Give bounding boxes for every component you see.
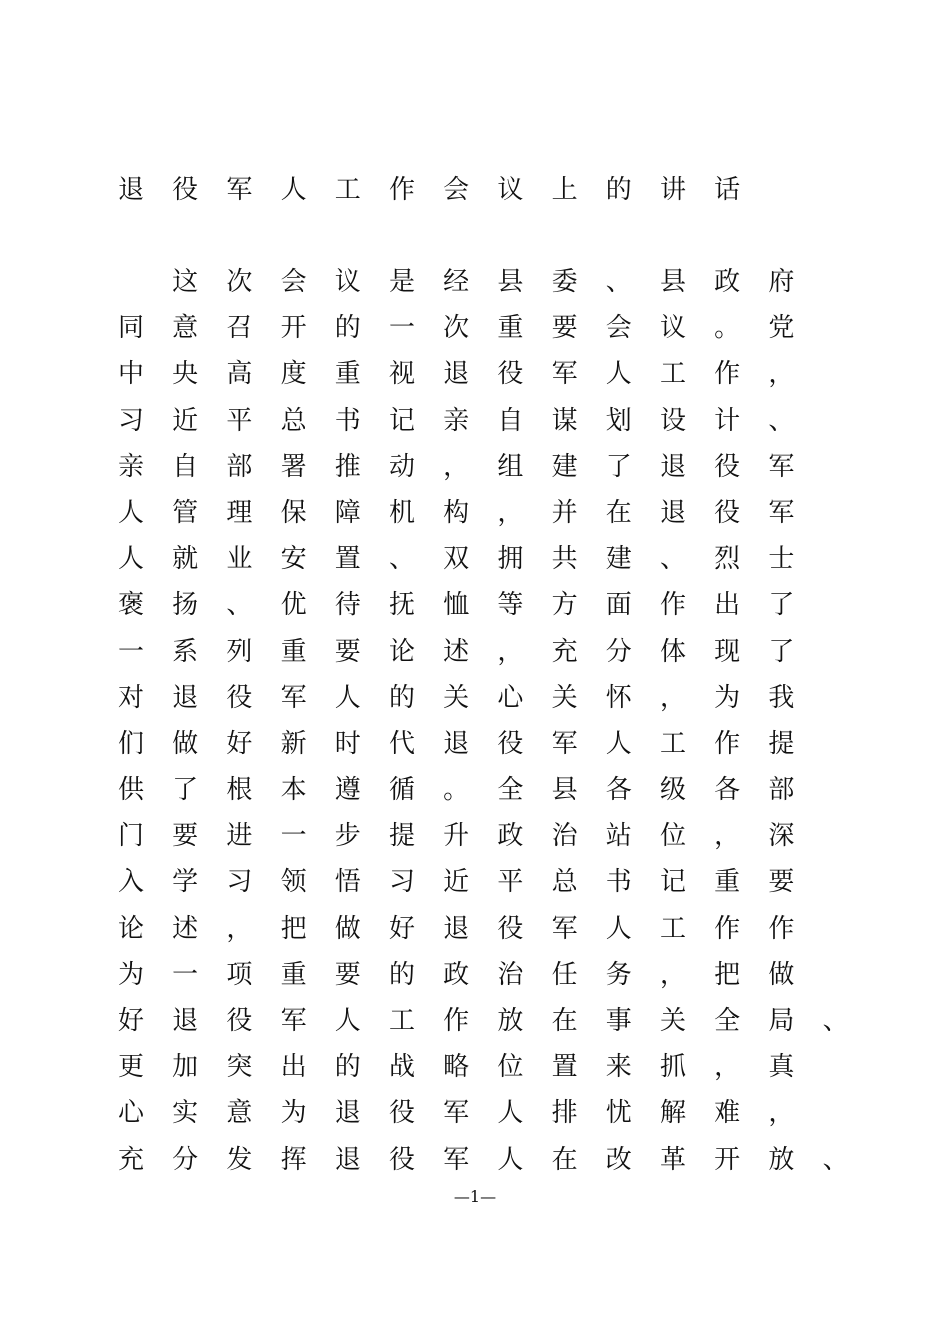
document-page: 退 役 军 人 工 作 会 议 上 的 讲 话 这 次 会 议 是 经 县 委 、 县 政 府 同 意 召 开 的 一 次 重 要 会 议 。 党 中 央 高 度 重 视 退 役 军 人 工 作 ， 习 近 平 总 书 记 亲 自 谋 划 设 计 、 亲 自 部 署 推 动 ， 组 建 了 退 役 军 人 管 理 保 障 机 构 ， 并 在 退 役 军 人 就 业 安 置 、 双 拥 共 建 、 烈 士 褒 扬 、 优 待 抚 恤 等 方 面 作 出 了 一 系 列 重 要 论 述 ， 充 分 体 现 了 对 退 役 军 人 的 关 心 关 怀 ， 为 我 们 做 好 新 时 代 退 役 军 人 工 作 提 供 了 根 本 遵 循 。 全 县 各 级 各 部 门 要 进 一 步 提 升 政 治 站 位 ， 深 入 学 习 领 悟 习 近 平 总 书 记 重 要 论 述 ， 把 做 好 退 役 军 人 工 作 作 为 一 项 重 要 的 政 治 任 务 ， 把 做 好 退 役 军 人 工 作 放 在 事 关 全 局 、 更 加 突 出 的 战 略 位 置 来 抓 ， 真 心 实 意 为 退 役 军 人 排 忧 解 难 ， 充 分 发 挥 退 役 军 人 在 改 革 开 放 、 —1— — [0, 0, 950, 1344]
page-number: —1— — [453, 1187, 497, 1206]
